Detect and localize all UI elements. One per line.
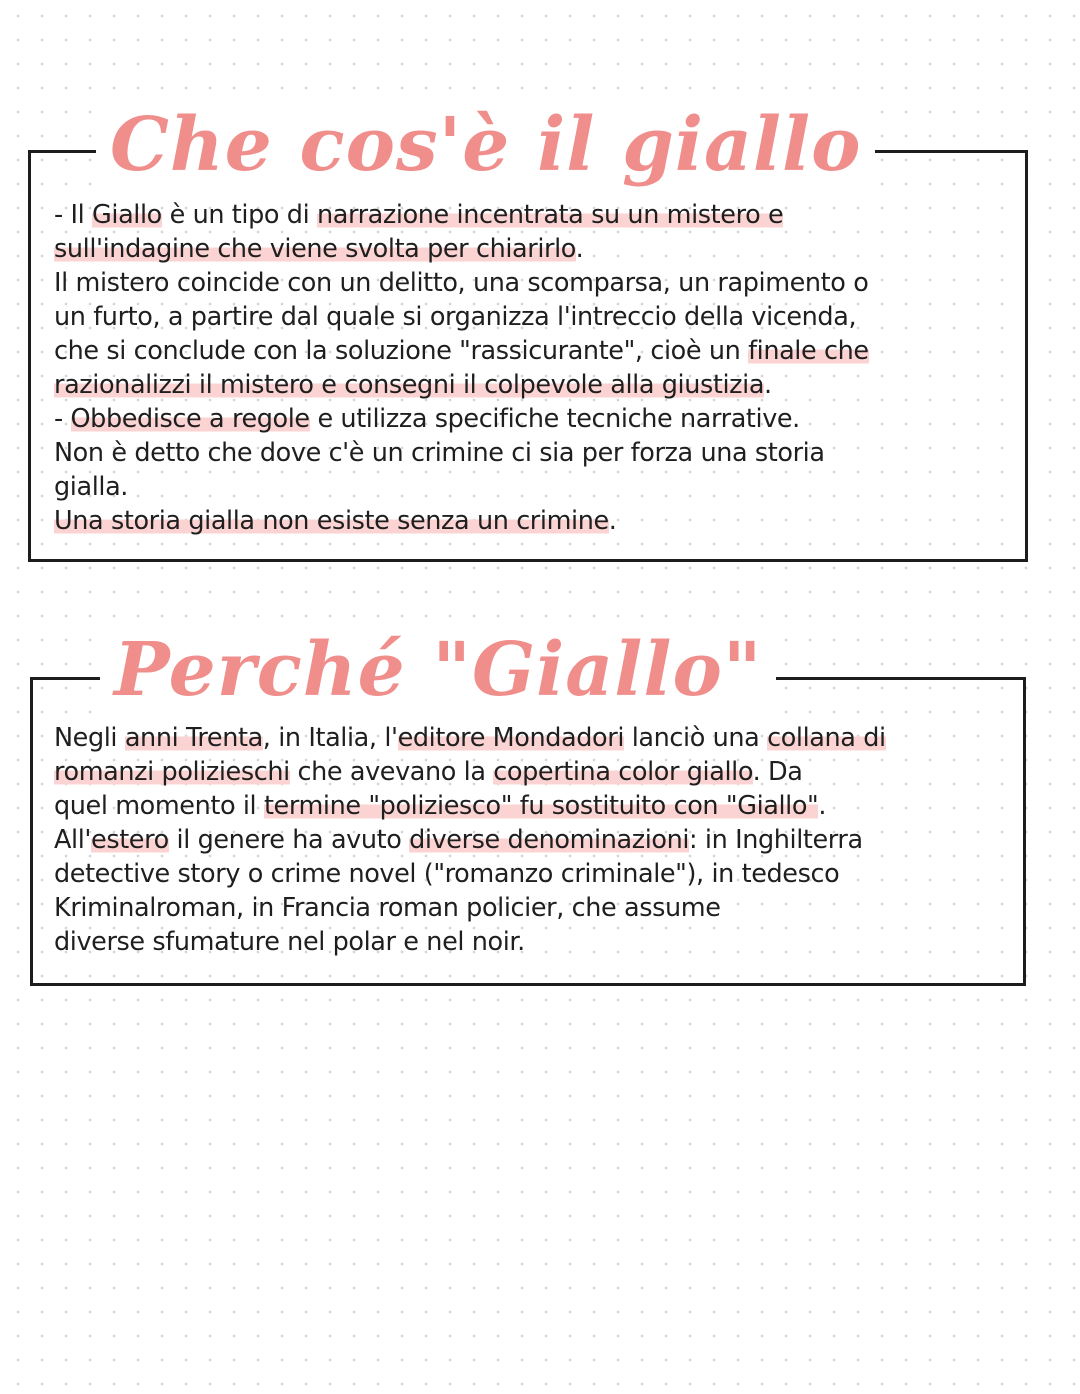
text-line — [54, 266, 1014, 300]
text-segment: è un tipo di — [161, 200, 317, 230]
highlighted-text: editore Mondadori — [397, 723, 625, 753]
highlighted-text: termine "poliziesco" fu sostituito con "Giallo" — [263, 791, 819, 821]
text-segment: : in Inghilterra — [689, 825, 863, 855]
text-segment: un furto, a partire dal quale si organizza l'intreccio della vicenda, — [54, 302, 857, 332]
text-segment: detective story o crime novel ("romanzo criminale"), in tedesco — [54, 859, 840, 889]
text-line — [54, 857, 1014, 891]
highlighted-text: razionalizzi il mistero e consegni il colpevole alla giustizia — [54, 370, 765, 400]
highlighted-text: narrazione incentrata su un mistero e — [316, 200, 784, 230]
highlighted-text: collana di — [767, 723, 886, 753]
highlighted-text: finale che — [748, 336, 869, 366]
text-segment: lanciò una — [624, 723, 768, 753]
text-segment: Kriminalroman, in Francia roman policier, che assume — [54, 893, 721, 923]
text-line — [54, 925, 1014, 959]
text-segment: Non è detto che dove c'è un crimine ci sia per forza una storia — [54, 438, 825, 468]
text-line — [54, 755, 1014, 789]
text-segment: Il mistero coincide con un delitto, una scomparsa, un rapimento o — [54, 268, 869, 298]
text-segment: . Da — [752, 757, 803, 787]
text-segment: . — [818, 791, 827, 821]
text-line — [54, 891, 1014, 925]
text-segment: che avevano la — [289, 757, 494, 787]
text-segment: , in Italia, l' — [262, 723, 398, 753]
text-line — [54, 334, 1014, 368]
highlighted-text: copertina color giallo — [493, 757, 753, 787]
section-body-2 — [54, 721, 1014, 959]
highlighted-text: sull'indagine che viene svolta per chiarirlo — [54, 234, 576, 264]
text-line — [54, 198, 1014, 232]
highlighted-text: Una storia gialla non esiste senza un crimine — [54, 506, 609, 536]
section-title-1: Che cos'è il giallo — [96, 95, 875, 195]
section-title-2: Perché "Giallo" — [100, 620, 776, 720]
text-segment: Negli — [54, 723, 125, 753]
text-segment: - — [54, 404, 71, 434]
section-1-lines — [54, 198, 1014, 538]
text-segment: gialla. — [54, 472, 128, 502]
text-segment: - Il — [54, 200, 93, 230]
text-line — [54, 300, 1014, 334]
text-line — [54, 721, 1014, 755]
text-line — [54, 470, 1014, 504]
highlighted-text: diverse denominazioni — [409, 825, 690, 855]
text-segment: diverse sfumature nel polar e nel noir. — [54, 927, 525, 957]
text-line — [54, 368, 1014, 402]
title-rule-left-2 — [30, 677, 110, 680]
text-segment: quel momento il — [54, 791, 264, 821]
highlighted-text: Giallo — [92, 200, 162, 230]
title-rule-right-2 — [776, 677, 1026, 680]
text-segment: . — [575, 234, 584, 264]
text-line — [54, 232, 1014, 266]
text-segment: . — [608, 506, 617, 536]
text-line — [54, 823, 1014, 857]
text-segment: e utilizza specifiche tecniche narrative. — [309, 404, 800, 434]
text-segment: che si conclude con la soluzione "rassicurante", cioè un — [54, 336, 749, 366]
text-line — [54, 504, 1014, 538]
section-2-lines — [54, 721, 1014, 959]
highlighted-text: Obbedisce a regole — [70, 404, 310, 434]
text-segment: All' — [54, 825, 92, 855]
text-line — [54, 436, 1014, 470]
highlighted-text: anni Trenta — [124, 723, 263, 753]
section-body-1 — [54, 198, 1014, 538]
text-line — [54, 402, 1014, 436]
text-line — [54, 789, 1014, 823]
highlighted-text: estero — [91, 825, 169, 855]
highlighted-text: romanzi polizieschi — [54, 757, 290, 787]
text-segment: il genere ha avuto — [168, 825, 410, 855]
title-rule-right-1 — [875, 150, 1028, 153]
text-segment: . — [764, 370, 772, 400]
